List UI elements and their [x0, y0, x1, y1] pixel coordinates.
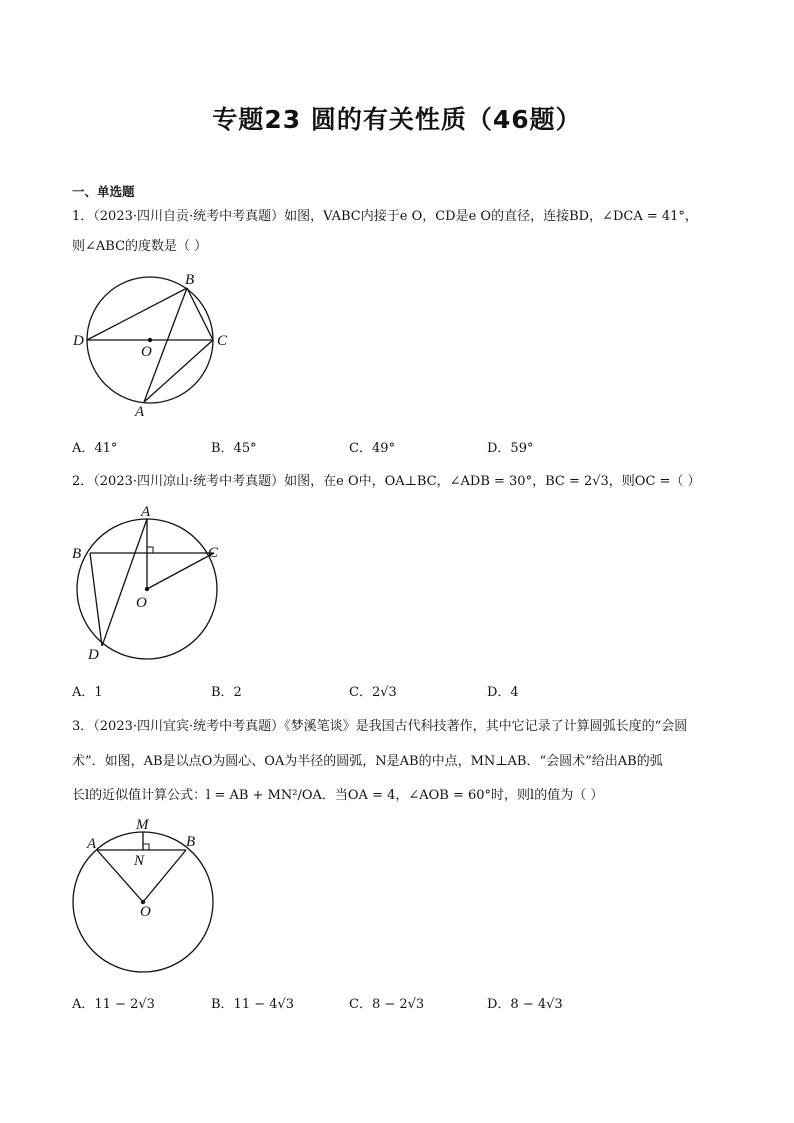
question-2-stem: 2．（2023·四川凉山·统考中考真题）如图，在e O中，OA⊥BC，∠ADB = 30°，BC = 2√3，则OC =（ ）	[72, 474, 701, 489]
q2-segment-oc	[147, 553, 214, 589]
q1-label-a: A	[135, 404, 145, 420]
q2-center-point	[145, 587, 149, 591]
question-1-stem-line-2: 则∠ABC的度数是（ ）	[72, 239, 208, 254]
q3-option-c[interactable]: C．8 − 2√3	[349, 997, 425, 1012]
q1-label-c: C	[217, 333, 228, 349]
q3-label-a: A	[87, 836, 97, 852]
q1-label-o: O	[141, 344, 152, 360]
q2-label-d: D	[88, 647, 99, 663]
question-3-stem-line-3: 长l的近似值计算公式：l = AB + MN²/OA．当OA = 4，∠AOB = 60°时，则l的值为（ ）	[72, 788, 604, 803]
q2-option-a[interactable]: A．1	[72, 685, 103, 700]
q1-segment-ca	[144, 340, 213, 402]
q2-right-angle-mark	[147, 547, 153, 553]
question-3-figure	[70, 815, 240, 985]
q1-segment-bc	[187, 288, 213, 340]
q3-label-o: O	[140, 904, 151, 920]
page-title: 专题23 圆的有关性质（46题）	[212, 105, 582, 134]
question-1-figure	[70, 268, 240, 418]
question-3-stem-line-1: 3．（2023·四川宜宾·统考中考真题）《梦溪笔谈》是我国古代科技著作，其中它记录了计算圆弧长度的“会圆	[72, 719, 688, 734]
q2-label-a: A	[141, 504, 151, 520]
q3-label-b: B	[186, 834, 196, 850]
q3-segment-ob	[143, 850, 186, 902]
q3-label-m: M	[136, 817, 149, 833]
q1-option-d[interactable]: D．59°	[487, 441, 534, 456]
q2-option-b[interactable]: B．2	[211, 685, 242, 700]
question-1-stem-line-1: 1．（2023·四川自贡·统考中考真题）如图，VABC内接于e O，CD是e O的直径，连接BD，∠DCA = 41°，	[72, 209, 698, 224]
q3-option-a[interactable]: A．11 − 2√3	[72, 997, 155, 1012]
q3-option-d[interactable]: D．8 − 4√3	[487, 997, 563, 1012]
q2-option-c[interactable]: C．2√3	[349, 685, 397, 700]
q1-segment-db	[87, 288, 187, 340]
q1-option-a[interactable]: A．41°	[72, 441, 118, 456]
question-3-stem-line-2: 术”．如图，AB是以点O为圆心、OA为半径的圆弧，N是AB的中点，MN⊥AB．“会圆术”给出AB的弧	[72, 754, 663, 769]
q1-option-c[interactable]: C．49°	[349, 441, 395, 456]
q1-option-b[interactable]: B．45°	[211, 441, 257, 456]
q3-right-angle-mark	[143, 844, 149, 850]
q2-label-o: O	[136, 595, 147, 611]
q2-label-c: C	[208, 545, 219, 561]
q2-option-d[interactable]: D．4	[487, 685, 519, 700]
question-2-figure	[68, 503, 238, 663]
q1-label-d: D	[73, 333, 84, 349]
q1-label-b: B	[185, 272, 195, 288]
section-heading: 一、单选题	[72, 184, 135, 199]
q3-label-n: N	[134, 853, 145, 869]
q3-option-b[interactable]: B．11 − 4√3	[211, 997, 295, 1012]
q2-segment-ad	[102, 519, 147, 646]
q2-label-b: B	[72, 546, 82, 562]
q1-center-point	[148, 338, 152, 342]
